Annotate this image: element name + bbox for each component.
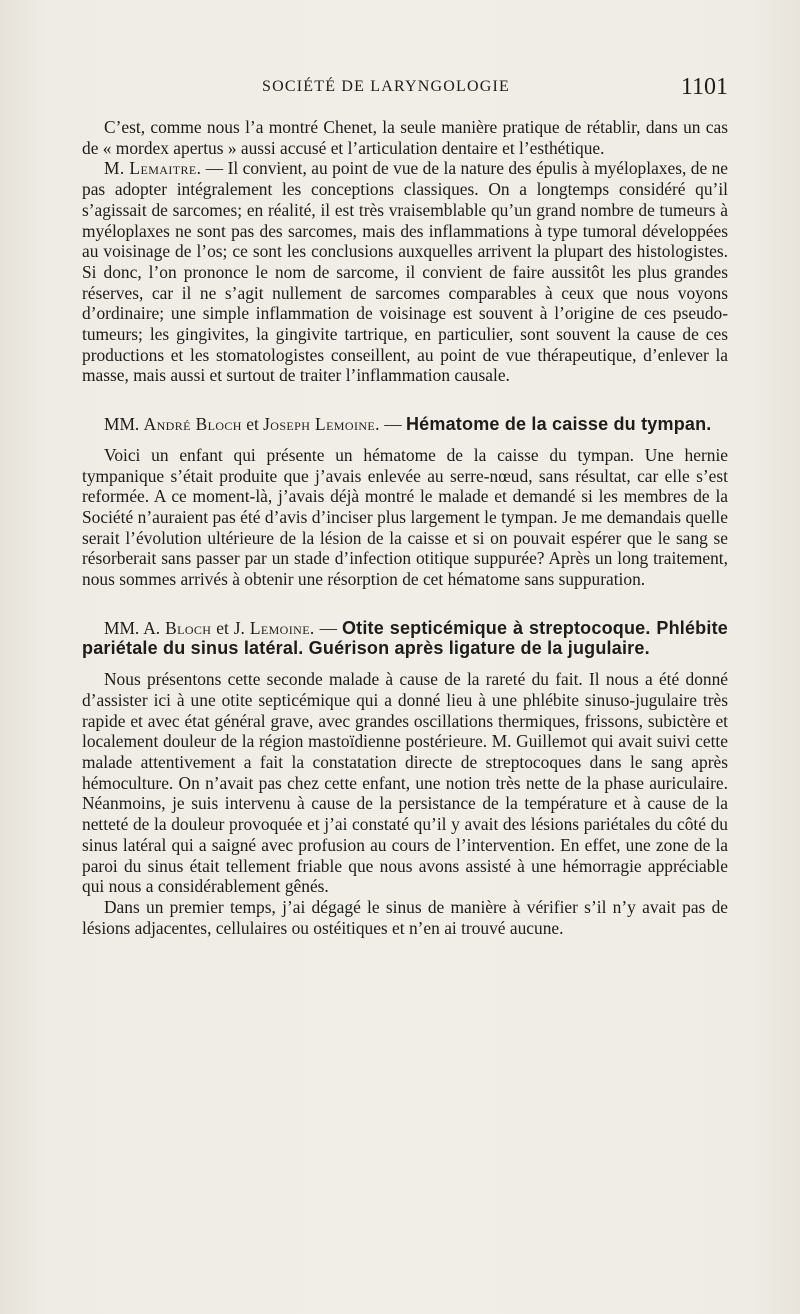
heading-author: Bloch xyxy=(165,617,212,638)
section-heading-otite xyxy=(82,618,728,659)
page-number: 1101 xyxy=(680,74,728,100)
section-gap xyxy=(82,435,728,445)
section-heading-hematome xyxy=(82,414,728,435)
heading-author: André Bloch xyxy=(143,414,242,435)
paragraph-lemaitre xyxy=(82,158,728,386)
section-title: Otite septicémique à streptocoque. Phlébite pariétale du sinus latéral. Guérison après ligature de la jugulaire. xyxy=(82,617,728,659)
paragraph: Voici un enfant qui présente un hématome de la caisse du tympan. Une hernie tympanique s’était produite que j’avais enlevée au serre-nœud, sans résultat, car elle s’est reformée. A ce moment-là, j’avais déjà montré le malade et demandé si les membres de la Société n’auraient pas été d’avis d’inciser plus largement le tympan. Je me demandais quelle serait l’évolution ultérieure de la lésion de la caisse et si on pouvait espérer que le sang se résorberait sans passer par un stade d’infection otitique suppurée? Après un long traitement, nous sommes arrivés à obtenir une résorption de cet hématome sans suppuration. xyxy=(82,444,728,590)
heading-conjunction: et xyxy=(241,414,264,435)
section-gap xyxy=(82,386,728,414)
running-header xyxy=(82,74,728,104)
heading-prefix: MM. xyxy=(104,414,144,435)
heading-prefix: MM. A. xyxy=(104,617,166,638)
paragraph: C’est, comme nous l’a montré Chenet, la seule manière pratique de rétablir, dans un cas de « mordex apertus » aussi accusé et l’articulation dentaire et l’esthétique. xyxy=(82,117,728,158)
heading-dash: — xyxy=(314,617,342,638)
paragraph: Dans un premier temps, j’ai dégagé le sinus de manière à vérifier s’il n’y avait pas de lésions adjacentes, cellulaires ou ostéitiques et n’en ai trouvé aucune. xyxy=(82,896,728,938)
section-gap xyxy=(82,590,728,618)
running-title: SOCIÉTÉ DE LARYNGOLOGIE xyxy=(262,78,511,95)
heading-dash: — xyxy=(379,414,406,435)
paragraph-text: — Il convient, au point de vue de la nature des épulis à myéloplaxes, de ne pas adopter intégralement les conceptions classiques. On a longtemps considéré qu’il s’agissait de sarcomes; en réalité, il est très vraisemblable qu’un grand nombre de tumeurs à myéloplaxes ne sont pas des sarcomes, mais des inflammations à type tumoral développées au voisinage de l’os; ce sont les conclusions auxquelles arrivent la plupart des histologistes. Si donc, l’on prononce le nom de sarcome, il convient de faire aussitôt les plus grandes réserves, car il ne s’agit nullement de sarcomes comparables à ceux que nous voyons d’ordinaire; une simple inflammation de voisinage est souvent à l’origine de ces pseudo-tumeurs; les gingivites, la gingivite tartrique, en particulier, sont souvent la cause de ces productions et les stomatologistes conseillent, au point de vue thérapeutique, d’enlever la masse, mais aussi et surtout de traiter l’inflammation causale. xyxy=(82,158,729,386)
heading-conjunction: et J. xyxy=(211,617,250,638)
section-title: Hématome de la caisse du tympan. xyxy=(405,414,712,435)
article-body xyxy=(82,117,728,938)
heading-author: Lemoine. xyxy=(249,617,315,638)
paragraph: Nous présentons cette seconde malade à cause de la rareté du fait. Il nous a été donné d’assister ici à une otite septicémique qui a donné lieu à une phlébite sinuso-jugulaire très rapide et avec état général grave, avec grandes oscillations thermiques, frissons, subictère et localement douleur de la région mastoïdienne postérieure. M. Guillemot qui avait suivi cette malade attentivement a fait la constatation directe de streptocoques dans le sang après hémoculture. On n’avait pas chez cette enfant, une notion très nette de la phase auriculaire. Néanmoins, je suis intervenu à cause de la persistance de la température et à cause de la netteté de la douleur provoquée et j’ai constaté qu’il y avait des lésions pariétales du côté du sinus latéral qui a saigné avec profusion au cours de l’intervention. En effet, une zone de la paroi du sinus était tellement friable que nous avons assisté à une hémorragie appréciable qui nous a considérablement gênés. xyxy=(82,669,728,897)
heading-author: Joseph Lemoine. xyxy=(263,414,380,435)
speaker-name: M. Lemaitre. xyxy=(104,158,202,179)
section-gap xyxy=(82,659,728,669)
